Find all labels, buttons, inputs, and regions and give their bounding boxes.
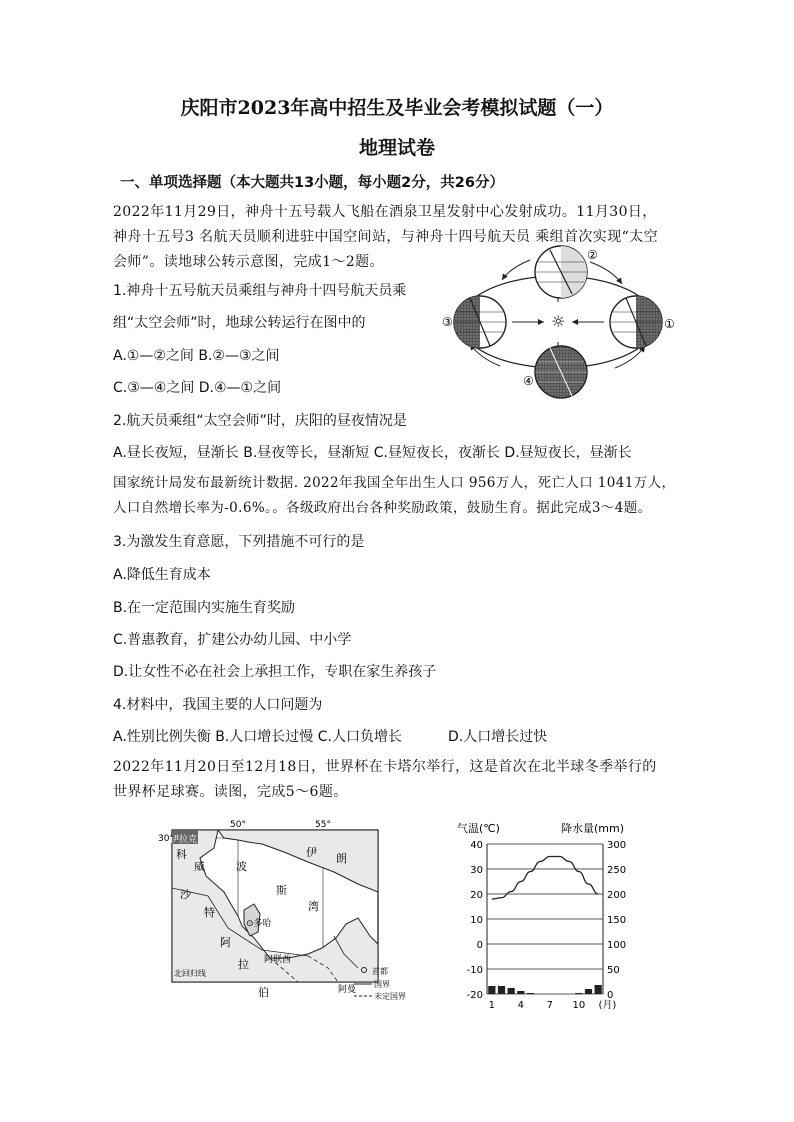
material-1-line: 神舟十五号3 名航天员顺利进驻中国空间站，与神舟十四号航天员 乘组首次实现“太空 (113, 229, 658, 245)
left-tick-label: 40 (470, 840, 483, 851)
right-tick-label: 200 (607, 890, 627, 901)
chart-left-axis-label: 气温(℃) (457, 822, 500, 835)
precip-bar (527, 993, 534, 994)
lon-label-50: 50° (230, 820, 246, 830)
right-tick-label: 0 (607, 990, 614, 1001)
right-tick-label: 250 (607, 865, 627, 876)
material-1-line: 2022年11月29日，神舟十五号载人飞船在酒泉卫星发射中心发射成功。11月30日， (113, 204, 657, 220)
svg-text:阿联酋: 阿联酋 (264, 955, 292, 965)
svg-text:阿: 阿 (220, 936, 231, 949)
question-3-option-c: C.普惠教育，扩建公办幼儿园、中小学 (113, 632, 352, 648)
precip-bar (517, 991, 524, 994)
x-tick-label: 7 (546, 1000, 554, 1011)
svg-text:威: 威 (194, 860, 205, 873)
orbit-label-1: ① (664, 317, 675, 331)
temperature-line (492, 857, 598, 900)
svg-text:伯: 伯 (258, 986, 269, 999)
question-1-options: C.③—④之间 D.④—①之间 (113, 380, 282, 396)
question-2-options: A.昼长夜短，昼渐长 B.昼夜等长，昼渐短 C.昼短夜长，夜渐长 D.昼短夜长，昼渐长 (113, 445, 632, 461)
chart-right-axis-label: 降水量(mm) (561, 822, 625, 835)
exam-subtitle: 地理试卷 (358, 137, 435, 159)
exam-title: 庆阳市2023年高中招生及毕业会考模拟试题（一） (180, 97, 614, 119)
left-tick-label: 20 (470, 890, 483, 901)
material-1-line: 会师”。读地球公转示意图，完成1～2题。 (113, 254, 384, 270)
svg-text:伊拉克: 伊拉克 (170, 835, 198, 845)
earth-left (454, 296, 506, 348)
right-tick-label: 100 (607, 940, 627, 951)
svg-text:沙: 沙 (180, 888, 191, 901)
x-tick-label: 1 (488, 1000, 496, 1011)
x-unit-label: (月) (598, 1000, 617, 1011)
svg-text:科: 科 (176, 848, 187, 861)
svg-text:湾: 湾 (308, 900, 319, 913)
question-4-option-d: D.人口增长过快 (448, 729, 548, 745)
earth-bottom (535, 346, 587, 398)
left-tick-label: -10 (466, 965, 483, 976)
tropic-label: 北回归线 (174, 969, 206, 978)
right-tick-label: 150 (607, 915, 627, 926)
sun-icon: ☼ (551, 312, 566, 331)
material-2-line: 国家统计局发布最新统计数据. 2022年我国全年出生人口 956万人，死亡人口 1041万人， (113, 475, 676, 491)
material-3-line: 2022年11月20日至12月18日，世界杯在卡塔尔举行，这是首次在北半球冬季举行的 (113, 759, 657, 775)
question-3-option-d: D.让女性不必在社会上承担工作，专职在家生养孩子 (113, 664, 437, 680)
x-tick-label: 10 (572, 1000, 586, 1011)
precip-bar (488, 986, 495, 994)
question-3-stem: 3.为激发生育意愿，下列措施不可行的是 (113, 534, 365, 550)
material-3-line: 世界杯足球赛。读图，完成5～6题。 (113, 784, 348, 800)
question-1-stem: 组“太空会师”时，地球公转运行在图中的 (113, 315, 366, 331)
svg-text:朗: 朗 (336, 852, 347, 865)
left-tick-label: 10 (470, 915, 483, 926)
svg-text:首都: 首都 (372, 967, 388, 976)
svg-text:波: 波 (236, 860, 247, 873)
svg-text:伊: 伊 (306, 846, 317, 859)
earth-top (535, 246, 587, 298)
left-tick-label: -20 (466, 990, 483, 1001)
orbit-label-4: ④ (523, 374, 534, 388)
lat-label-30: 30° (158, 834, 174, 844)
question-4-stem: 4.材料中，我国主要的人口问题为 (113, 697, 323, 713)
doha-climate-chart (455, 818, 635, 1018)
qatar-region-map (158, 818, 410, 1020)
map-legend (354, 966, 406, 1001)
precip-bar (498, 986, 505, 994)
svg-text:未定国界: 未定国界 (374, 992, 406, 1001)
earth-orbit-diagram (440, 240, 675, 402)
material-2-line: 人口自然增长率为-0.6%。。各级政府出台各种奖励政策，鼓励生育。据此完成3～4题。 (113, 500, 652, 516)
section-heading: 一、单项选择题（本大题共13小题，每小题2分，共26分） (120, 175, 504, 191)
question-2-stem: 2.航天员乘组“太空会师”时，庆阳的昼夜情况是 (113, 413, 407, 429)
svg-text:拉: 拉 (238, 958, 249, 971)
svg-text:特: 特 (204, 906, 215, 919)
orbit-label-3: ③ (442, 315, 453, 329)
question-1-options: A.①—②之间 B.②—③之间 (113, 348, 280, 364)
doha-label: ⊙多哈 (246, 919, 272, 929)
right-tick-label: 300 (607, 840, 627, 851)
question-3-option-a: A.降低生育成本 (113, 567, 211, 583)
question-1-stem: 1.神舟十五号航天员乘组与神舟十四号航天员乘 (113, 283, 407, 299)
material-3 (113, 755, 657, 805)
lon-label-55: 55° (315, 820, 331, 830)
right-tick-label: 50 (607, 965, 620, 976)
precip-bar (595, 985, 602, 994)
question-4-options: A.性别比例失衡 B.人口增长过慢 C.人口负增长 (113, 729, 402, 745)
svg-text:阿曼: 阿曼 (338, 985, 357, 995)
earth-right (610, 296, 662, 348)
left-tick-label: 30 (470, 865, 483, 876)
x-tick-label: 4 (517, 1000, 525, 1011)
precip-bar (585, 989, 592, 994)
svg-text:斯: 斯 (276, 884, 287, 897)
svg-text:国界: 国界 (374, 980, 390, 989)
precip-bar (508, 988, 515, 994)
precip-bar (575, 993, 582, 994)
question-3-option-b: B.在一定范围内实施生育奖励 (113, 600, 296, 616)
left-tick-label: 0 (476, 940, 483, 951)
material-2 (113, 471, 675, 521)
orbit-label-2: ② (587, 248, 598, 262)
